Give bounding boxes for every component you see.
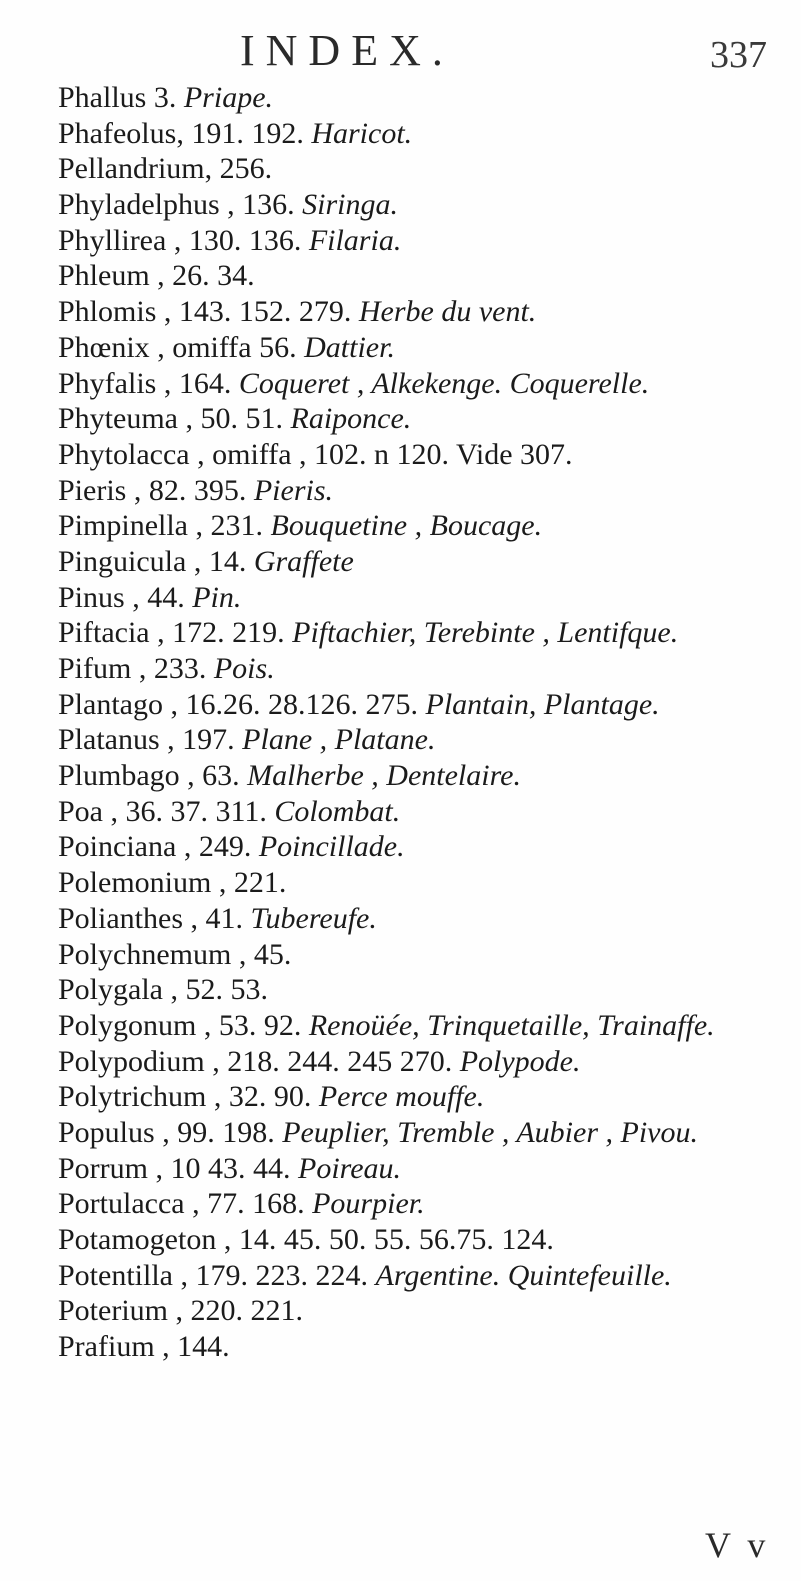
index-entry <box>58 473 788 509</box>
index-entry <box>58 258 788 294</box>
entry-references: , 53. 92. <box>196 1008 309 1042</box>
index-entry <box>58 544 788 580</box>
entry-term: Poinciana <box>58 830 177 864</box>
entry-references: , 256. <box>204 152 273 186</box>
entry-term: Pimpinella <box>58 509 188 543</box>
entry-french-name: Plantain, Plantage. <box>425 687 660 721</box>
entry-french-name: Coqueret , Alkekenge. Coquerelle. <box>238 366 650 400</box>
entry-term: Plumbago <box>58 759 180 793</box>
entry-references: , 36. 37. 311. <box>103 794 275 828</box>
index-entry <box>58 580 788 616</box>
entry-references: , 144. <box>154 1330 230 1364</box>
entry-references: , 10 43. 44. <box>148 1151 298 1185</box>
entry-term: Piftacia <box>58 616 150 650</box>
entry-references: , 82. 395. <box>126 473 254 507</box>
entry-term: Polygala <box>58 973 163 1007</box>
entry-references: , 41. <box>183 901 251 935</box>
entry-french-name: Bouquetine , Boucage. <box>270 509 543 543</box>
index-entry <box>58 116 788 152</box>
entry-term: Phallus <box>58 81 147 114</box>
entry-term: Phleum <box>58 259 150 293</box>
index-entry <box>58 1151 788 1187</box>
index-entry <box>58 829 788 865</box>
entry-references: , 143. 152. 279. <box>156 295 359 329</box>
index-entry <box>58 687 788 723</box>
index-entry <box>58 294 788 330</box>
entry-term: Potamogeton <box>58 1223 217 1256</box>
entry-references: , omiffa 56. <box>149 330 305 364</box>
index-entry <box>58 722 788 758</box>
index-entry <box>58 187 788 223</box>
entry-french-name: Pois. <box>213 652 275 685</box>
entry-references: , 136. <box>219 188 303 222</box>
entry-term: Phyllirea <box>58 223 167 257</box>
entry-references: , 52. 53. <box>163 973 268 1007</box>
entry-term: Phyfalis <box>58 366 157 400</box>
entry-french-name: Plane , Platane. <box>242 723 436 757</box>
index-entry <box>58 80 788 116</box>
entry-references: , 233. <box>131 652 214 685</box>
entry-term: Polytrichum <box>58 1080 207 1114</box>
entry-term: Phlomis <box>58 295 157 329</box>
index-entry <box>58 1115 788 1151</box>
entry-term: Phyteuma <box>58 402 178 436</box>
entry-term: Poa <box>58 794 103 828</box>
entry-term: Populus <box>58 1115 155 1149</box>
entry-references: , 99. 198. <box>154 1115 283 1149</box>
entry-references: , 197. <box>159 723 243 757</box>
index-entry <box>58 1186 788 1222</box>
index-entry <box>58 1329 788 1365</box>
entry-french-name: Peuplier, Tremble , Aubier , Pivou. <box>282 1115 698 1149</box>
entry-french-name: Polypode. <box>459 1044 581 1078</box>
index-entry <box>58 437 788 473</box>
entry-references: , 14. <box>186 544 254 578</box>
entry-term: Polemonium <box>58 866 212 900</box>
entry-references: , 249. <box>176 830 259 864</box>
entry-french-name: Herbe du vent. <box>358 295 537 329</box>
index-entry <box>58 651 788 687</box>
entry-references: , 26. 34. <box>149 259 255 293</box>
entry-term: Pifum <box>58 652 132 685</box>
entry-references: , 218. 244. 245 270. <box>204 1044 460 1078</box>
entry-french-name: Graffete <box>253 544 354 578</box>
index-entries <box>58 80 788 1365</box>
index-entry <box>58 937 788 973</box>
index-entry <box>58 1079 788 1115</box>
entry-french-name: Haricot. <box>311 116 413 150</box>
entry-term: Polychnemum <box>58 937 232 971</box>
entry-term: Plantago <box>58 687 163 721</box>
running-title: INDEX. <box>240 26 454 75</box>
entry-french-name: Malherbe , Dentelaire. <box>247 759 521 793</box>
entry-references: , 50. 51. <box>178 402 291 436</box>
index-entry <box>58 1293 788 1329</box>
entry-french-name: Piftachier, Terebinte , Lentifque. <box>292 616 679 650</box>
entry-french-name: Colombat. <box>274 794 401 828</box>
index-entry <box>58 366 788 402</box>
entry-term: Polypodium <box>58 1044 205 1078</box>
index-entry <box>58 401 788 437</box>
entry-term: Pieris <box>58 473 127 507</box>
entry-french-name: Argentine. Quintefeuille. <box>375 1258 672 1292</box>
entry-references: , 32. 90. <box>206 1080 319 1114</box>
entry-french-name: Pieris. <box>253 473 334 507</box>
entry-references: , omiffa , 102. n 120. Vide 307. <box>189 437 573 471</box>
entry-references: , 179. 223. 224. <box>173 1258 376 1292</box>
entry-term: Phytolacca <box>58 437 190 471</box>
entry-term: Platanus <box>58 723 160 757</box>
entry-french-name: Tubereufe. <box>250 901 377 935</box>
entry-french-name: Raiponce. <box>290 402 412 436</box>
entry-term: Prafium <box>58 1330 155 1364</box>
entry-term: Portulacca <box>58 1187 185 1221</box>
index-entry <box>58 151 788 187</box>
index-entry <box>58 901 788 937</box>
entry-french-name: Perce mouffe. <box>318 1080 485 1114</box>
entry-french-name: Pourpier. <box>312 1187 425 1221</box>
entry-references: , 231. <box>188 509 271 543</box>
index-entry <box>58 1044 788 1080</box>
entry-references: , 16.26. 28.126. 275. <box>163 687 426 721</box>
entry-term: Polygonum <box>58 1008 197 1042</box>
entry-french-name: Poincillade. <box>258 830 405 864</box>
entry-references: , 164. <box>156 366 239 400</box>
entry-french-name: Siringa. <box>302 188 399 222</box>
entry-references: , 130. 136. <box>166 223 309 257</box>
index-entry <box>58 972 788 1008</box>
entry-term: Porrum <box>58 1151 148 1185</box>
index-entry <box>58 330 788 366</box>
page-number: 337 <box>710 34 767 76</box>
entry-references: , 221. <box>211 866 287 900</box>
entry-term: Potentilla <box>58 1258 173 1292</box>
entry-references: , 44. <box>124 580 193 614</box>
entry-term: Polianthes <box>58 901 183 935</box>
entry-term: Phyladelphus <box>58 188 220 222</box>
index-entry <box>58 758 788 794</box>
entry-french-name: Pin. <box>192 580 242 614</box>
entry-references: , 63. <box>179 759 248 793</box>
entry-french-name: Dattier. <box>304 330 395 364</box>
entry-references: , 191. 192. <box>176 116 312 150</box>
entry-term: Pinus <box>58 580 125 614</box>
entry-references: , 14. 45. 50. 55. 56.75. 124. <box>216 1223 554 1256</box>
entry-term: Poterium <box>58 1294 168 1328</box>
entry-french-name: Priape. <box>183 81 274 114</box>
entry-french-name: Renoüée, Trinquetaille, Trainaffe. <box>308 1008 715 1042</box>
entry-french-name: Poireau. <box>298 1151 402 1185</box>
index-entry <box>58 1258 788 1294</box>
index-entry <box>58 615 788 651</box>
index-entry <box>58 223 788 259</box>
index-entry <box>58 508 788 544</box>
index-entry <box>58 794 788 830</box>
entry-term: Phafeolus <box>58 116 177 150</box>
entry-references: 3. <box>146 81 184 114</box>
entry-references: , 172. 219. <box>149 616 293 650</box>
entry-term: Pellandrium <box>58 152 205 186</box>
signature-mark: V v <box>705 1525 770 1565</box>
index-entry <box>58 865 788 901</box>
entry-french-name: Filaria. <box>308 223 402 257</box>
index-entry <box>58 1222 788 1258</box>
entry-references: , 220. 221. <box>168 1294 303 1328</box>
page-header <box>0 26 801 76</box>
entry-term: Phœnix <box>58 330 150 364</box>
entry-term: Pinguicula <box>58 544 187 578</box>
entry-references: , 77. 168. <box>184 1187 313 1221</box>
entry-references: , 45. <box>231 937 292 971</box>
index-entry <box>58 1008 788 1044</box>
